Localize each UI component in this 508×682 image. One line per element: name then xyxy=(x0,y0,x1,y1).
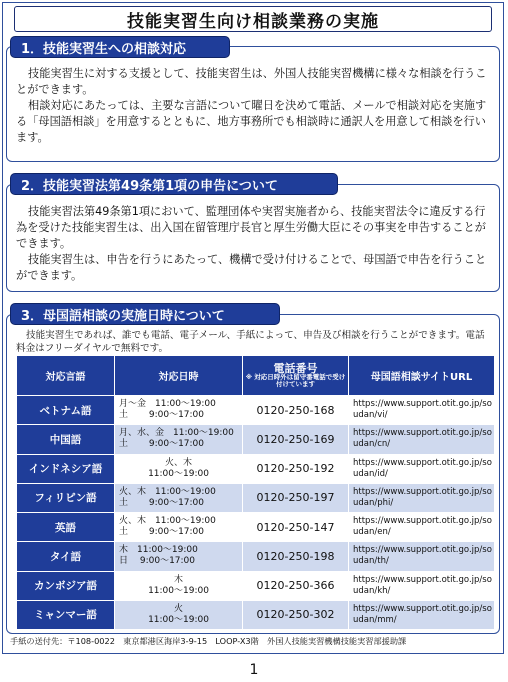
schedule-cell: 木 11:00～19:00 日 9:00～17:00 xyxy=(115,542,243,571)
section-1-paragraph-1: 技能実習生に対する支援として、技能実習生は、外国人技能実習機構に様々な相談を行うことができます。 xyxy=(16,67,487,96)
site-url-cell[interactable]: https://www.support.otit.go.jp/soudan/th/ xyxy=(349,542,495,571)
site-url-cell[interactable]: https://www.support.otit.go.jp/soudan/cn/ xyxy=(349,425,495,454)
schedule-cell: 火、木 11:00～19:00 土 9:00～17:00 xyxy=(115,513,243,542)
language-cell: タイ語 xyxy=(17,542,115,571)
schedule-cell: 火、木 11:00～19:00 xyxy=(115,454,243,483)
section-1-paragraph-2: 相談対応にあたっては、主要な言語について曜日を決めて電話、メールで相談対応を実施する「母国語相談」を用意するとともに、地方事務所でも相談時に通訳人を用意して相談を行います。 xyxy=(16,99,487,144)
table-header-row xyxy=(17,356,495,396)
schedule-rows xyxy=(17,396,495,630)
header-days: 対応日時 xyxy=(115,356,243,396)
phone-number-cell[interactable]: 0120-250-302 xyxy=(243,600,349,629)
table-row xyxy=(17,513,495,542)
language-cell: ミャンマー語 xyxy=(17,600,115,629)
consultation-schedule-table xyxy=(16,355,495,630)
schedule-cell: 木 11:00～19:00 xyxy=(115,571,243,600)
table-row xyxy=(17,542,495,571)
site-url-cell[interactable]: https://www.support.otit.go.jp/soudan/id/ xyxy=(349,454,495,483)
page-number: 1 xyxy=(249,662,259,678)
phone-number-cell[interactable]: 0120-250-169 xyxy=(243,425,349,454)
table-row xyxy=(17,425,495,454)
table-row xyxy=(17,571,495,600)
language-cell: インドネシア語 xyxy=(17,454,115,483)
language-cell: フィリピン語 xyxy=(17,483,115,512)
phone-number-cell[interactable]: 0120-250-366 xyxy=(243,571,349,600)
site-url-cell[interactable]: https://www.support.otit.go.jp/soudan/kh/ xyxy=(349,571,495,600)
header-site-url: 母国語相談サイトURL xyxy=(349,356,495,396)
mailing-address: 手紙の送付先：〒108-0022 東京都港区海岸3-9-15 LOOP-X3階 外国人技能実習機構技能実習部援助課 xyxy=(10,636,407,646)
phone-number-cell[interactable]: 0120-250-168 xyxy=(243,396,349,425)
section-3-heading: 3．母国語相談の実施日時について xyxy=(10,303,280,325)
header-telephone-note: ※ 対応日時外は留守番電話で受け付けています xyxy=(245,372,346,388)
section-1-heading: 1．技能実習生への相談対応 xyxy=(10,36,230,58)
section-2-paragraph-2: 技能実習生は、申告を行うにあたって、機構で受け付けることで、母国語で申告を行うことができます。 xyxy=(16,253,487,282)
section-3-intro: 技能実習生であれば、誰でも電話、電子メール、手紙によって、申告及び相談を行うことができます。電話料金はフリーダイヤルで無料です。 xyxy=(16,330,485,354)
schedule-cell: 月、水、金 11:00～19:00 土 9:00～17:00 xyxy=(115,425,243,454)
header-telephone-label: 電話番号 xyxy=(273,361,318,375)
site-url-cell[interactable]: https://www.support.otit.go.jp/soudan/mm/ xyxy=(349,600,495,629)
page-title: 技能実習生向け相談業務の実施 xyxy=(127,11,379,32)
section-2-paragraph-1: 技能実習法第49条第1項において、監理団体や実習実施者から、技能実習法令に違反する行為を受けた技能実習生は、出入国在留管理庁長官と厚生労働大臣にその事実を申告することができます。 xyxy=(16,205,486,250)
table-row xyxy=(17,396,495,425)
phone-number-cell[interactable]: 0120-250-192 xyxy=(243,454,349,483)
language-cell: ベトナム語 xyxy=(17,396,115,425)
section-2-heading: 2．技能実習法第49条第1項の申告について xyxy=(10,173,338,195)
header-language: 対応言語 xyxy=(17,356,115,396)
schedule-cell: 火、木 11:00～19:00 土 9:00～17:00 xyxy=(115,483,243,512)
language-cell: カンボジア語 xyxy=(17,571,115,600)
language-cell: 英語 xyxy=(17,513,115,542)
site-url-cell[interactable]: https://www.support.otit.go.jp/soudan/phi/ xyxy=(349,483,495,512)
site-url-cell[interactable]: https://www.support.otit.go.jp/soudan/en/ xyxy=(349,513,495,542)
table-row xyxy=(17,483,495,512)
page-title-box xyxy=(14,6,492,32)
phone-number-cell[interactable]: 0120-250-147 xyxy=(243,513,349,542)
table-row xyxy=(17,600,495,629)
table-row xyxy=(17,454,495,483)
schedule-cell: 月～金 11:00～19:00 土 9:00～17:00 xyxy=(115,396,243,425)
phone-number-cell[interactable]: 0120-250-198 xyxy=(243,542,349,571)
site-url-cell[interactable]: https://www.support.otit.go.jp/soudan/vi/ xyxy=(349,396,495,425)
schedule-cell: 火 11:00～19:00 xyxy=(115,600,243,629)
phone-number-cell[interactable]: 0120-250-197 xyxy=(243,483,349,512)
header-telephone xyxy=(243,356,349,396)
language-cell: 中国語 xyxy=(17,425,115,454)
